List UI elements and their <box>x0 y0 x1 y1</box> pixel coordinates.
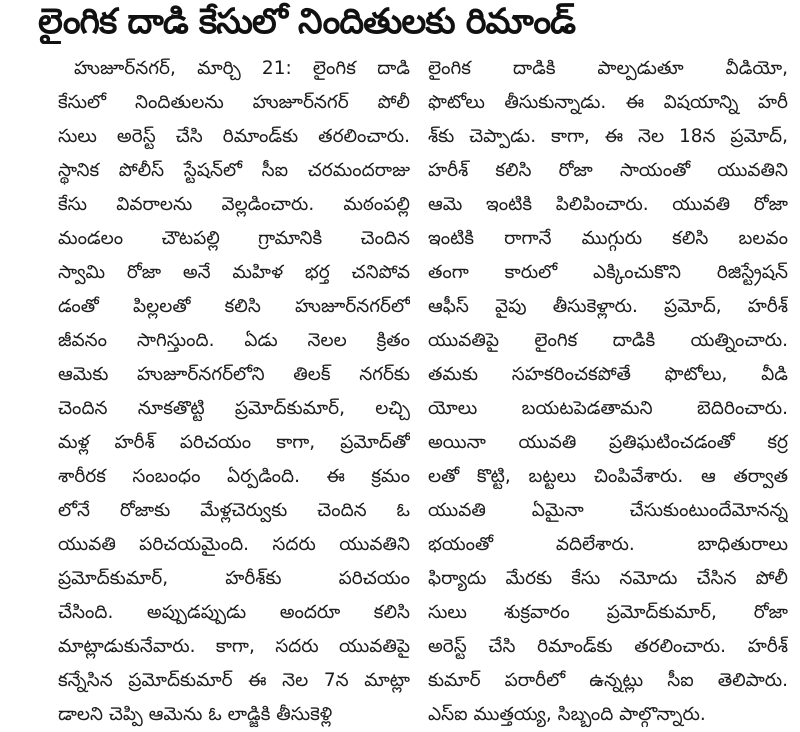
text-line: మళ్ల హరీశ్ పరిచయం కాగా, ప్రమోద్‌తో <box>58 432 410 453</box>
text-line: అయినా యువతి ప్రతిఘటించడంతో కర్ర <box>428 432 788 453</box>
text-line: సులు అరెస్ట్ చేసి రిమాండ్‌కు తరలించారు. <box>58 126 410 147</box>
text-line: కేసు వివరాలను వెల్లడించారు. మఠంపల్లి <box>58 194 410 215</box>
text-line: సులు శుక్రవారం ప్రమోద్‌కుమార్, రోజా <box>428 602 788 623</box>
text-line: హుజూర్‌నగర్, మార్చి 21: లైంగిక దాడి <box>74 58 410 79</box>
text-line: ఆఫీస్ వైపు తీసుకెళ్లారు. ప్రమోద్, హరీశ్ <box>428 296 788 317</box>
text-line: మండలం చౌటపల్లి గ్రామానికి చెందిన <box>58 228 410 249</box>
text-line: ఫొటోలు తీసుకున్నాడు. ఈ విషయాన్ని హరీ <box>428 92 788 113</box>
text-line: లతో కొట్టి, బట్టలు చింపివేశారు. ఆ తర్వాత <box>428 466 788 487</box>
text-line: శారీరక సంబంధం ఏర్పడింది. ఈ క్రమం <box>58 466 410 487</box>
text-line: ఎస్ఐ ముత్తయ్య, సిబ్బంది పాల్గొన్నారు. <box>428 704 706 725</box>
text-line: జీవనం సాగిస్తుంది. ఏడు నెలల క్రితం <box>58 330 410 351</box>
text-line: కన్నేసిన ప్రమోద్‌కుమార్ ఈ నెల 7న మాట్లా <box>58 670 410 691</box>
text-line: చేసింది. అప్పుడప్పుడు అందరూ కలిసి <box>58 602 410 623</box>
text-line: ప్రమోద్‌కుమార్, హరీశ్‌కు పరిచయం <box>58 568 410 589</box>
text-line: అరెస్ట్ చేసి రిమాండ్‌కు తరలించారు. హరీశ్ <box>428 636 788 657</box>
text-line: స్థానిక పోలీస్ స్టేషన్‌లో సీఐ చరమందరాజు <box>58 160 410 181</box>
right-column <box>428 52 788 732</box>
text-line: ఫిర్యాదు మేరకు కేసు నమోదు చేసిన పోలీ <box>428 568 788 589</box>
text-line: స్వామి రోజా అనే మహిళ భర్త చనిపోవ <box>58 262 410 283</box>
text-line: డాలని చెప్పి ఆమెను ఓ లాడ్జికి తీసుకెళ్లి <box>58 704 333 725</box>
left-column <box>58 52 410 732</box>
headline: లైంగిక దాడి కేసులో నిందితులకు రిమాండ్ <box>38 2 576 42</box>
text-line: తమకు సహకరించకపోతే ఫొటోలు, వీడి <box>428 364 788 385</box>
text-line: లోనే రోజాకు మేళ్లచెర్వుకు చెందిన ఓ <box>58 500 410 521</box>
text-line: డంతో పిల్లలతో కలిసి హుజూర్‌నగర్‌లో <box>58 296 410 317</box>
text-line: కేసులో నిందితులను హుజూర్‌నగర్ పోలీ <box>58 92 410 113</box>
text-line: హరీశ్ కలిసి రోజా సాయంతో యువతిని <box>428 160 788 181</box>
text-line: యువతిపై లైంగిక దాడికి యత్నించారు. <box>428 330 788 351</box>
text-line: కుమార్ పరారీలో ఉన్నట్లు సీఐ తెలిపారు. <box>428 670 788 691</box>
text-line: తంగా కారులో ఎక్కించుకొని రిజిస్ట్రేషన్ <box>428 262 788 283</box>
text-line: ఆమె ఇంటికి పిలిపించారు. యువతి రోజా <box>428 194 788 215</box>
text-line: యువతి ఏమైనా చేసుకుంటుందేమోనన్న <box>428 500 788 521</box>
text-line: భయంతో వదిలేశారు. బాధితురాలు <box>428 534 788 555</box>
text-line: లైంగిక దాడికి పాల్పడుతూ వీడియో, <box>428 58 788 79</box>
text-line: చెందిన నూకతొట్టి ప్రమోద్‌కుమార్, లచ్చి <box>58 398 410 419</box>
text-line: మాట్లాడుకునేవారు. కాగా, సదరు యువతిపై <box>58 636 410 657</box>
text-line: యువతి పరిచయమైంది. సదరు యువతిని <box>58 534 410 555</box>
text-line: శ్‌కు చెప్పాడు. కాగా, ఈ నెల 18న ప్రమోద్, <box>428 126 788 147</box>
text-line: యోలు బయటపెడతామని బెదిరించారు. <box>428 398 788 419</box>
text-line: ఇంటికి రాగానే ముగ్గురు కలిసి బలవం <box>428 228 788 249</box>
text-line: ఆమెకు హుజూర్‌నగర్‌లోని తిలక్ నగర్‌కు <box>58 364 410 385</box>
